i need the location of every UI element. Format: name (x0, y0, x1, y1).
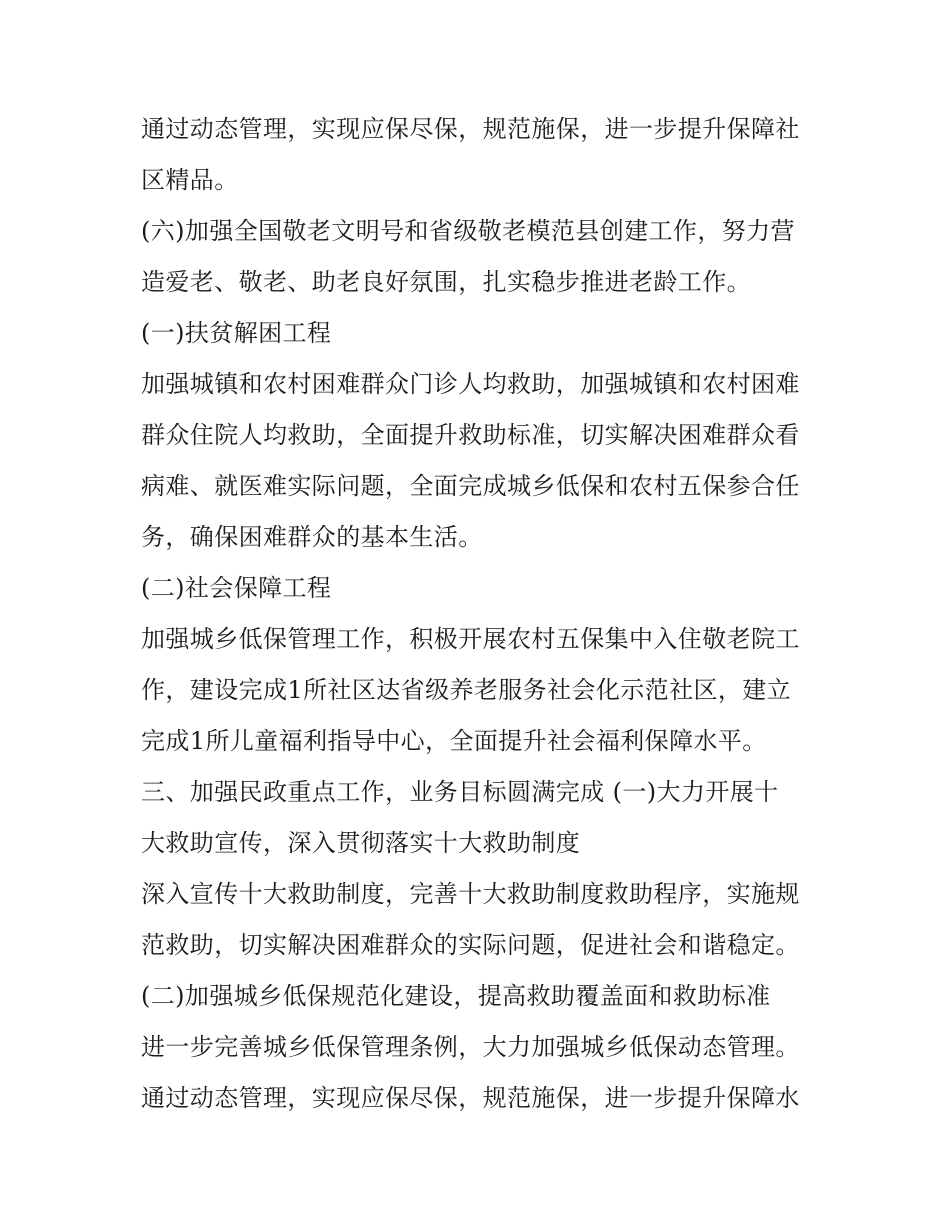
text-line: 作，建设完成1所社区达省级养老服务社会化示范社区，建立 (141, 676, 792, 704)
text-line: 通过动态管理，实现应保尽保，规范施保，进一步提升保障社 (141, 115, 800, 143)
text-line: 通过动态管理，实现应保尽保，规范施保，进一步提升保障水 (141, 1084, 800, 1112)
text-line: 加强城镇和农村困难群众门诊人均救助，加强城镇和农村困难 (141, 370, 800, 398)
text-line: 区精品。 (141, 166, 239, 194)
text-line: 群众住院人均救助，全面提升救助标准，切实解决困难群众看 (141, 421, 800, 449)
text-line: 造爱老、敬老、助老良好氛围，扎实稳步推进老龄工作。 (141, 268, 751, 296)
section-heading: (一)扶贫解困工程 (141, 319, 332, 347)
section-heading: (六)加强全国敬老文明号和省级敬老模范县创建工作，努力营 (141, 217, 795, 245)
text-line: 病难、就医难实际问题，全面完成城乡低保和农村五保参合任 (141, 472, 800, 500)
text-line: 完成1所儿童福利指导中心，全面提升社会福利保障水平。 (141, 727, 767, 755)
text-line: 加强城乡低保管理工作，积极开展农村五保集中入住敬老院工 (141, 625, 800, 653)
section-heading: 三、加强民政重点工作，业务目标圆满完成 (一)大力开展十 (141, 778, 779, 806)
section-heading: (二)社会保障工程 (141, 574, 332, 602)
text-line: 大救助宣传，深入贯彻落实十大救助制度 (141, 829, 581, 857)
document-body (141, 104, 821, 1124)
text-line: 进一步完善城乡低保管理条例，大力加强城乡低保动态管理。 (141, 1033, 800, 1061)
text-line: 务，确保困难群众的基本生活。 (141, 523, 483, 551)
text-line: 深入宣传十大救助制度，完善十大救助制度救助程序，实施规 (141, 880, 800, 908)
text-line: 范救助，切实解决困难群众的实际问题，促进社会和谐稳定。 (141, 931, 800, 959)
section-heading: (二)加强城乡低保规范化建设，提高救助覆盖面和救助标准 (141, 982, 771, 1010)
